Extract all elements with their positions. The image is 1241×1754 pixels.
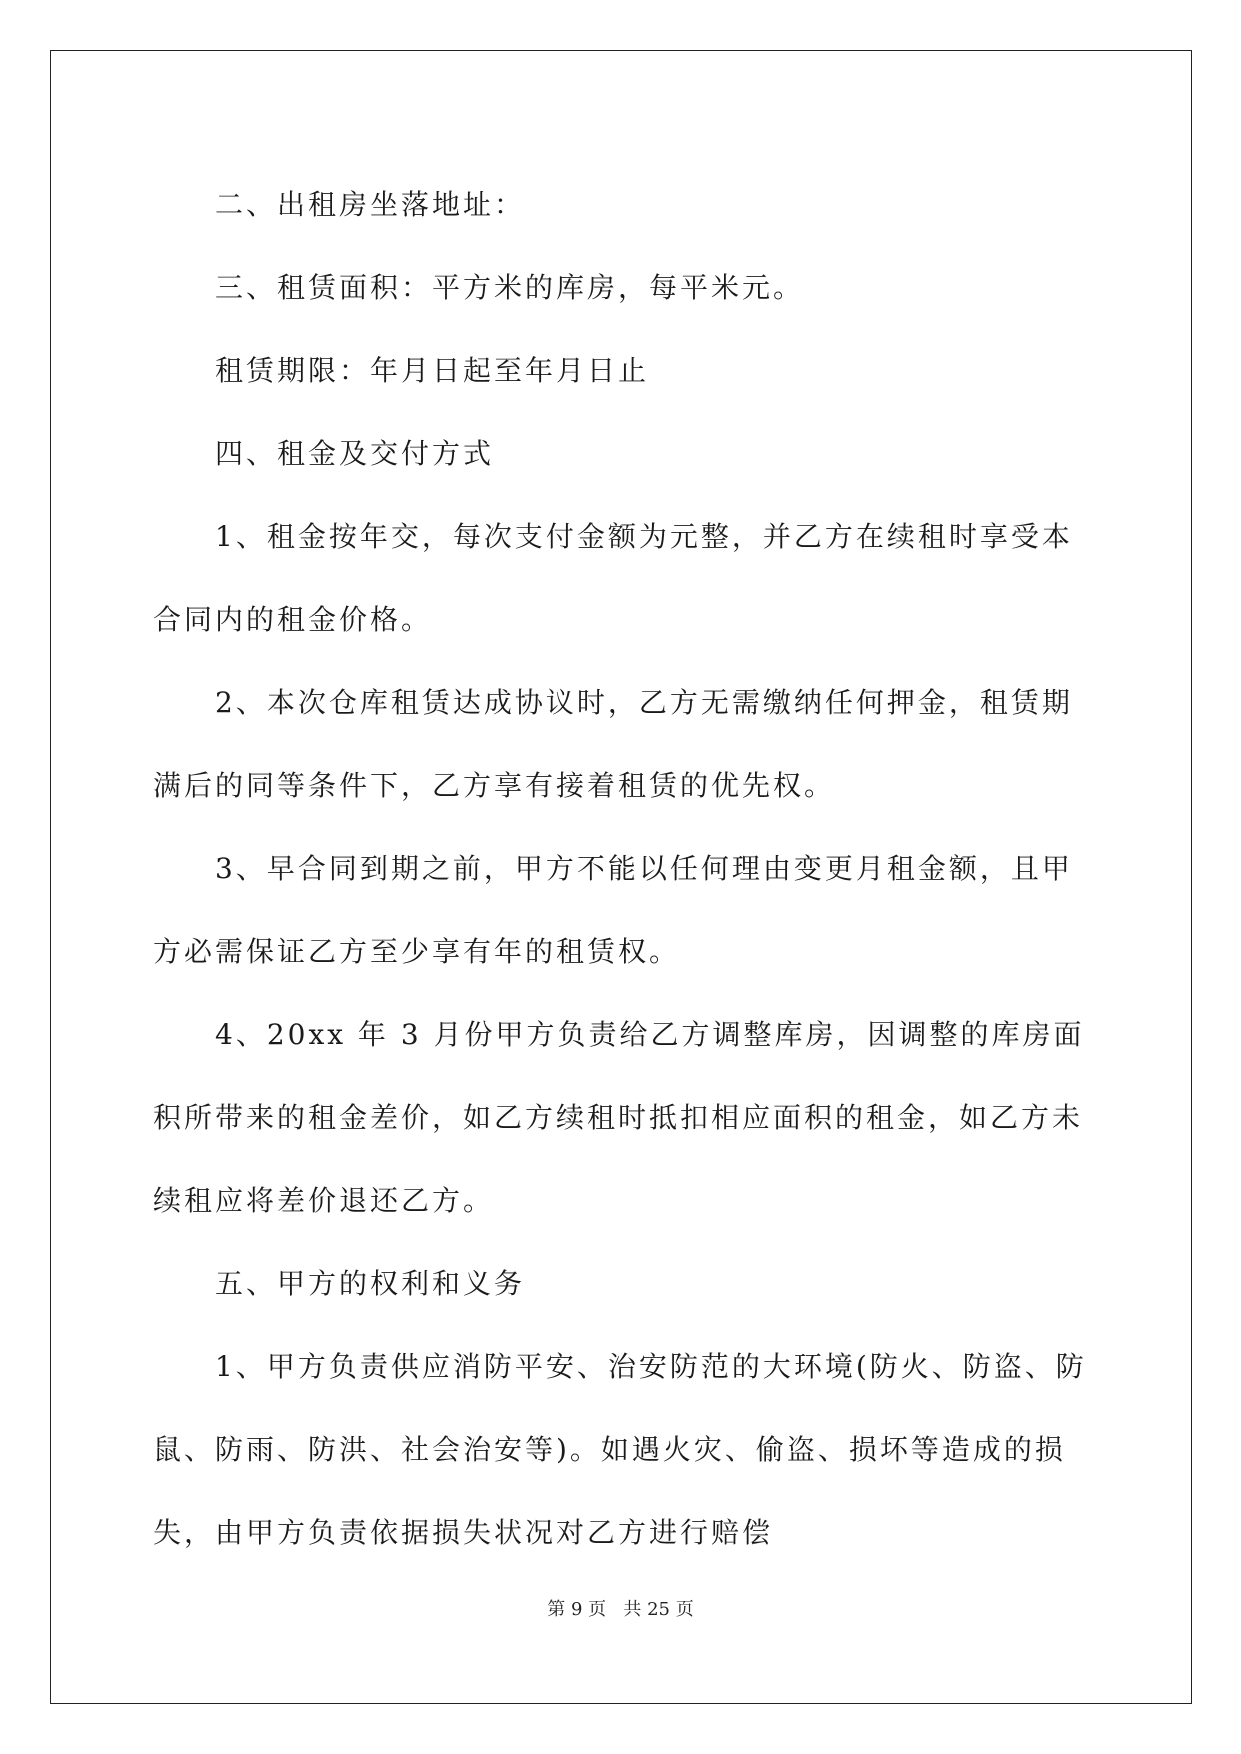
page-number: 第 9 页 [547,1599,607,1620]
paragraph-term: 租赁期限：年月日起至年月日止 [215,354,650,387]
paragraph-rent-1: 1、租金按年交，每次支付金额为元整，并乙方在续租时享受本合同内的租金价格。 [153,520,1073,636]
heading-party-a-rights: 五、甲方的权利和义务 [215,1267,526,1300]
page-footer [0,1595,1241,1621]
paragraph-area: 三、租赁面积：平方米的库房，每平米元。 [215,271,805,304]
heading-rent-payment: 四、租金及交付方式 [215,437,495,470]
paragraph-rent-2: 2、本次仓库租赁达成协议时，乙方无需缴纳任何押金，租赁期满后的同等条件下，乙方享有接着租赁的优先权。 [153,686,1073,802]
document-body [153,163,1093,1574]
page-total: 共 25 页 [623,1599,694,1620]
paragraph-party-a-1: 1、甲方负责供应消防平安、治安防范的大环境(防火、防盗、防鼠、防雨、防洪、社会治安等)。如遇火灾、偷盗、损坏等造成的损失，由甲方负责依据损失状况对乙方进行赔偿 [153,1350,1087,1549]
paragraph-rent-4: 4、20xx 年 3 月份甲方负责给乙方调整库房，因调整的库房面积所带来的租金差价，如乙方续租时抵扣相应面积的租金，如乙方未续租应将差价退还乙方。 [153,1018,1085,1217]
paragraph-address: 二、出租房坐落地址： [215,188,526,221]
paragraph-rent-3: 3、早合同到期之前，甲方不能以任何理由变更月租金额，且甲方必需保证乙方至少享有年的租赁权。 [153,852,1073,968]
